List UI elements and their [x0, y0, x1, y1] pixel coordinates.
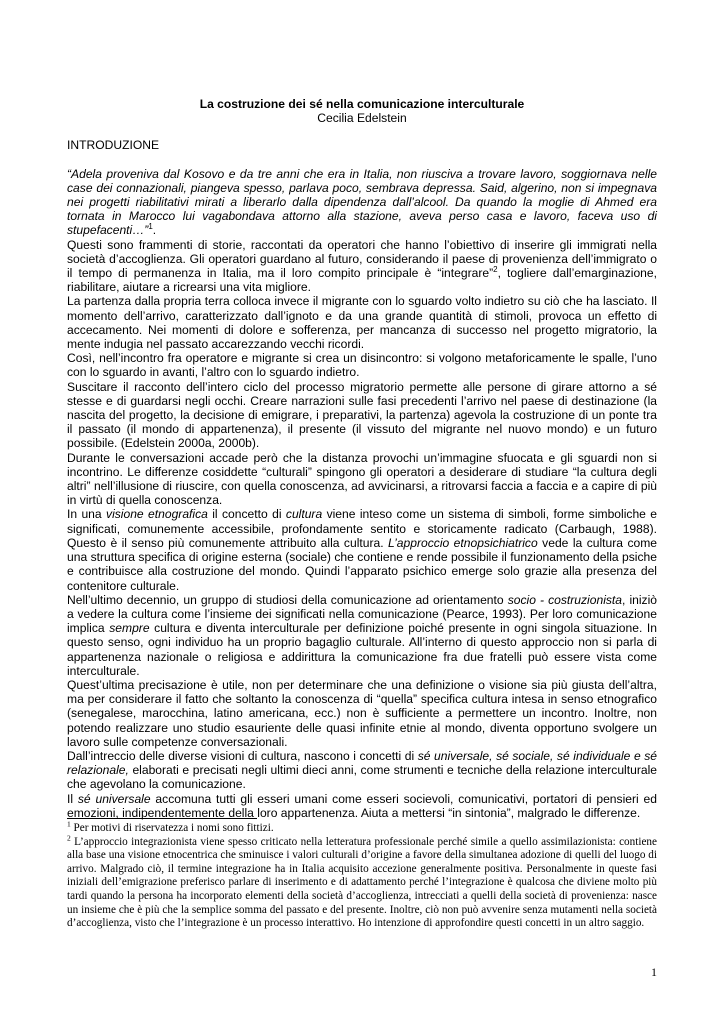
paragraph-text: viene inteso come un sistema di simboli, forme simboliche e significati, comunemente accessibile, profondamente sentito e storicamente radicato (Carbaugh, 1988). Questo è il senso più comunemente attribuito alla cultura. [67, 507, 658, 550]
paragraph-text: Questi sono frammenti di storie, raccontati da operatori che hanno l’obiettivo di inserire gli immigrati nella società d’accoglienza. Gli operatori guardano al futuro, considerando il paese di provenienza dell’immigrato o il tempo di permanenza in Italia, ma il loro compito principale è “integrare” [67, 237, 657, 281]
italic-term: visione etnografica [106, 507, 208, 522]
section-heading: INTRODUZIONE [67, 138, 160, 153]
paragraph: Suscitare il racconto dell’intero ciclo del processo migratorio permette alle persone di girare attorno a sé stesse e di guardarsi negli occhi. Creare narrazioni sulle fasi precedenti l’arrivo nel paese di destinazione (la nascita del progetto, la decisione di emigrare, i preparativi, la partenza) agevola la costruzione di un ponte tra il passato (il mondo di appartenenza), il presente (il vissuto del migrante nel nuovo mondo) e un futuro possibile. (Edelstein 2000a, 2000b). [67, 379, 657, 451]
italic-term: L’approccio etnopsichiatrico [388, 535, 538, 550]
footnote-number: 2 [67, 832, 71, 842]
paragraph-text: elaborati e precisati negli ultimi dieci anni, come strumenti e tecniche della relazione interculturale che agevolano la comunicazione. [67, 763, 657, 792]
footnote-text: L’approccio integrazionista viene spesso criticato nella letteratura professionale perché simile a quello assimilazionista: contiene alla base una visione etnocentrica che sminuisce i valori culturali d’origine a favore della simultanea adozione di quelli del luogo di arrivo. Malgrado ciò, il termine integrazione ha in Italia acquisito accezione generalmente positiva. Personalmente in queste fasi iniziali dell’emigrazione preferisco parlare di inserimento e di adattamento perché l’integrazione è qualcosa che diviene molto più tardi quando la persona ha incorporato elementi della società d’accoglienza, intrecciati a quelli della società di provenienza: nasce un insieme che è più che la semplice somma del passato e del presente. Inoltre, ciò non può avvenire senza mutamenti nella società d’accoglienza, visto che l’integrazione è un processo interattivo. Ho intenzione di approfondire questi concetti in un altro saggio. [67, 835, 657, 930]
paragraph: Quest’ultima precisazione è utile, non per determinare che una definizione o visione sia più giusta dell’altra, ma per considerare il fatto che soltanto la conoscenza di “quella” specifica cultura intesa in senso etnografico (senegalese, marocchina, latino americana, ecc.) non è sufficiente a permettere un incontro. Inoltre, non potendo realizzare uno studio esauriente delle quasi infinite etnie al mondo, diventa opportuno svolgere un lavoro sulle competenze conversazionali. [67, 677, 657, 749]
quote-end: . [152, 223, 157, 238]
paragraph-text: , togliere dall’emarginazione, riabilitare, aiutare a ricrearsi una vita migliore. [67, 266, 657, 295]
italic-term: sé universale, sé sociale, sé individuale e sé relazionale, [67, 748, 657, 778]
paragraph-text: il concetto di [207, 507, 286, 522]
paragraph [67, 238, 657, 295]
italic-term: sé universale [77, 791, 151, 806]
footnote-ref-1: 1 [148, 222, 153, 232]
italic-term: cultura [285, 507, 323, 522]
footnote-number: 1 [67, 819, 71, 829]
paragraph-text: Dall’intreccio delle diverse visioni di cultura, nascono i concetti di [67, 748, 418, 763]
paragraph-text: cultura e diventa interculturale per definizione poiché presente in ogni singola situazione. In questo senso, ogni individuo ha un proprio bagaglio culturale. All’interno di questo approccio non si parla di appartenenza nazionale o religiosa e addirittura la comunicazione fra due fratelli può essere vista come interculturale. [67, 621, 658, 678]
page-number: 1 [651, 965, 657, 979]
document-title: La costruzione dei sé nella comunicazione interculturale [199, 97, 525, 111]
footnote-ref-2: 2 [493, 265, 498, 274]
title-block [67, 97, 657, 125]
paragraph: Durante le conversazioni accade però che la distanza provochi un’immagine sfuocata e gli sguardi non si incontrino. Le differenze cosiddette “culturali” spingono gli operatori a desiderare di studiare “la cultura degli altri” nell’illusione di riuscire, con quella conoscenza, ad avvicinarsi, a ritrovarsi faccia a faccia e a capire di più in virtù di quella conoscenza. [67, 450, 657, 508]
paragraph-quote [67, 167, 657, 238]
document-body [67, 97, 657, 820]
paragraph: La partenza dalla propria terra colloca invece il migrante con lo sguardo volto indietro su ciò che ha lasciato. Il momento dell’arrivo, caratterizzato dall’ignoto e da una grande quantità di stimoli, provoca un effetto di accecamento. Nei momenti di dolore e sofferenza, per mancanza di successo nel progetto migratorio, la mente indugia nel passato accarezzando vecchi ricordi. [67, 294, 657, 352]
italic-term: sempre [109, 621, 150, 636]
paragraph [67, 507, 657, 592]
paragraph [67, 792, 657, 820]
footnotes [67, 818, 657, 931]
paragraph: Così, nell’incontro fra operatore e migrante si crea un disincontro: si volgono metaforicamente le spalle, l’uno con lo sguardo in avanti, l’altro con lo sguardo indietro. [67, 351, 657, 380]
document-author: Cecilia Edelstein [317, 111, 407, 126]
paragraph-text: vede la cultura come una struttura specifica di origine esterna (sociale) che contiene e rende possibile il funzionamento della psiche e contribuisce alla costruzione del mondo. Quindi l’apparato psichico emerge solo grazie alla presenza del contenitore culturale. [67, 535, 658, 593]
footnote-1 [67, 819, 657, 836]
footnote-text: Per motivi di riservatezza i nomi sono fittizi. [70, 822, 274, 834]
paragraph-text: , iniziò a vedere la cultura come l’insieme dei significati nella comunicazione (Pearce, 1993). Per loro comunicazione implica [67, 592, 658, 636]
italic-term: socio - costruzionista [507, 592, 623, 607]
paragraph [67, 593, 657, 678]
quote-text: “Adela proveniva dal Kosovo e da tre anni che era in Italia, non riusciva a trovare lavoro, soggiornava nelle case dei connazionali, piangeva spesso, parlava poco, sembrava depressa. Said, algerino, non si impegnava nei progetti riabilitativi mirati a liberarlo dalla dipendenza dall’alcool. Da quando la moglie di Ahmed era tornata in Marocco lui vagabondava attorno alla stazione, aveva perso casa e lavoro, faceva uso di stupefacenti…” [67, 166, 657, 238]
footnote-divider [67, 818, 257, 819]
footnote-2 [67, 832, 657, 931]
paragraph-text: Nell’ultimo decennio, un gruppo di studiosi della comunicazione ad orientamento [67, 592, 508, 607]
paragraph-text: In una [67, 507, 107, 522]
paragraph-text: accomuna tutti gli esseri umani come esseri socievoli, comunicativi, portatori di pensieri ed emozioni, indipendentemente della loro appartenenza. Aiuta a mettersi “in sintonia”, malgrado le differenze. [67, 791, 657, 820]
paragraph-text: Il [67, 791, 78, 806]
paragraph [67, 749, 657, 792]
